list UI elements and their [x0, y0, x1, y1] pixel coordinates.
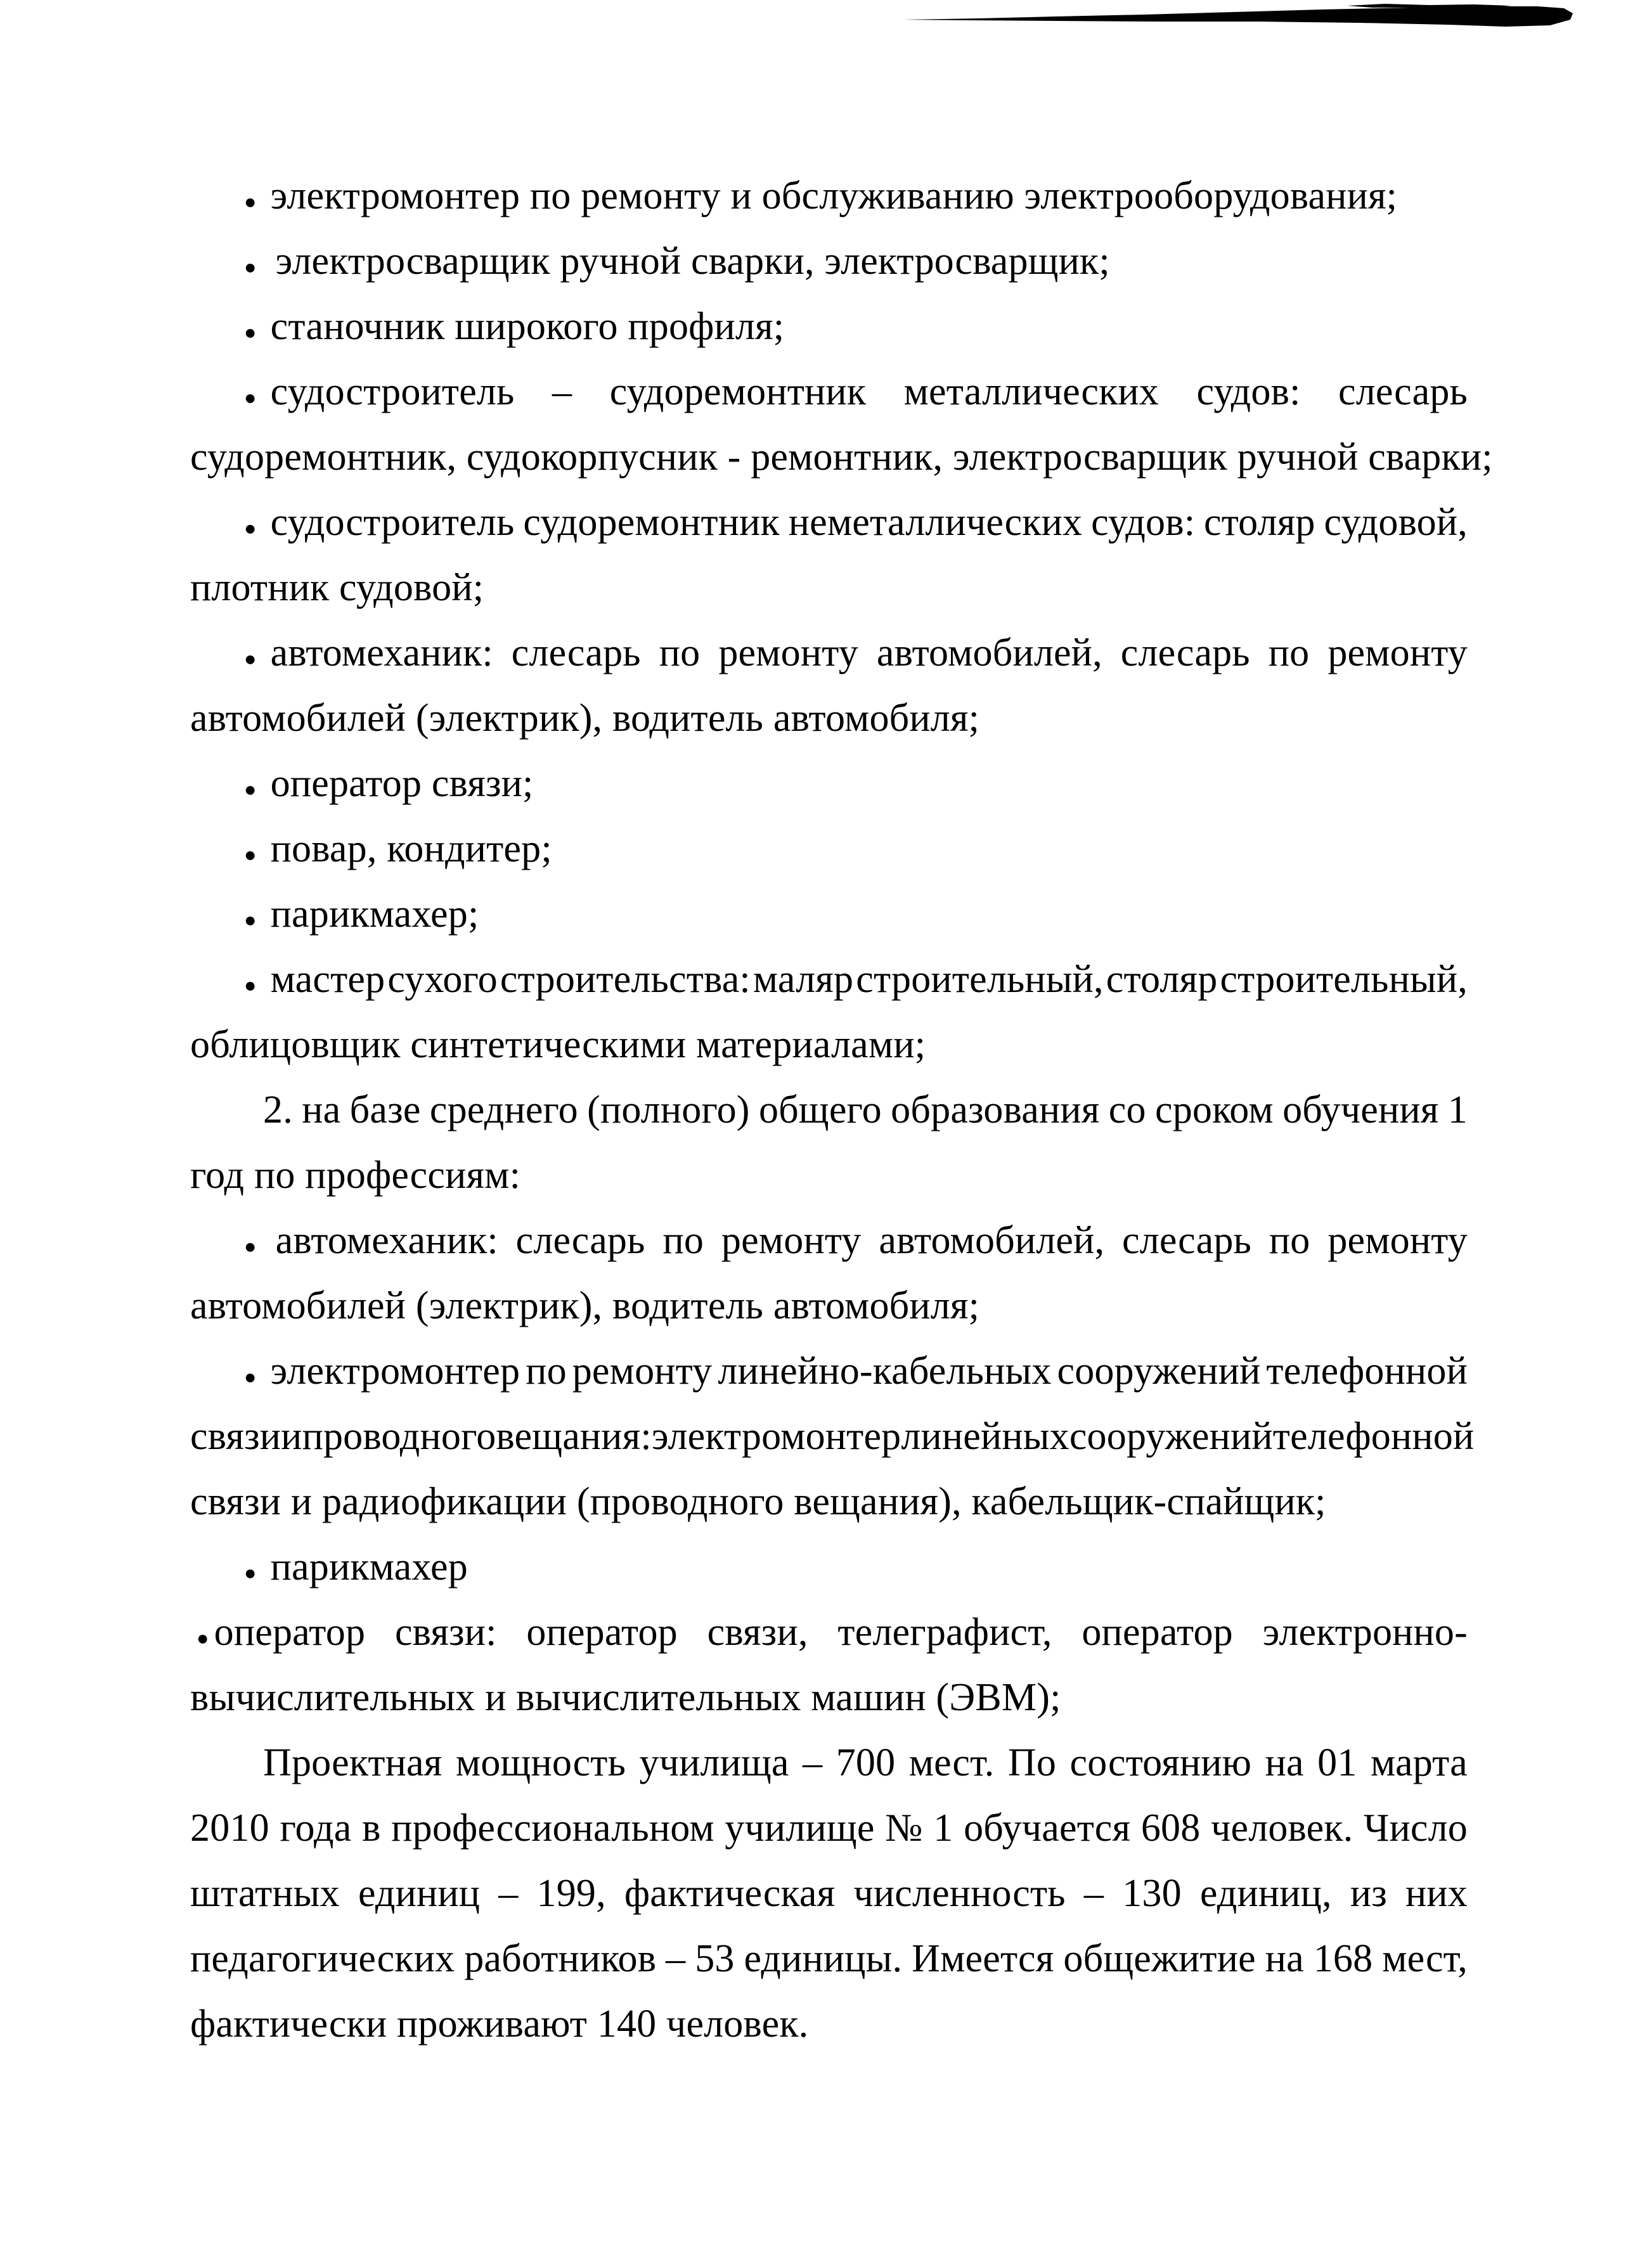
bullet-item: ● оператор связи;	[190, 751, 1468, 816]
bullet-item: ● станочник широкого профиля;	[190, 294, 1468, 359]
bullet-item: ● электромонтер по ремонту линейно-кабельных сооружений телефонной	[190, 1339, 1468, 1404]
text-line: 2. на базе среднего (полного) общего образования со сроком обучения 1	[263, 1088, 1468, 1131]
bullet-item: ● оператор связи: оператор связи, телеграфист, оператор электронно-	[190, 1600, 1468, 1665]
bullet-item: ● электромонтер по ремонту и обслуживанию электрооборудования;	[190, 164, 1468, 229]
bullet-icon: ●	[244, 974, 257, 996]
bullet-item: ● повар, кондитер;	[190, 816, 1468, 882]
bullet-icon: ●	[244, 778, 257, 801]
bullet-icon: ●	[244, 1561, 257, 1584]
text-line: автомобилей (электрик), водитель автомобиля;	[190, 1284, 980, 1327]
bullet-icon: ●	[244, 255, 257, 278]
bullet-icon: ●	[244, 908, 257, 931]
ink-streak-icon	[903, 3, 1575, 32]
bullet-item: ● парикмахер	[190, 1535, 1468, 1600]
text-line: штатных единиц – 199, фактическая численность – 130 единиц, из них	[190, 1872, 1468, 1915]
text-line: связи и радиофикации (проводного вещания), кабельщик-спайщик;	[190, 1480, 1326, 1523]
bullet-icon: ●	[197, 1627, 209, 1649]
text-line: год по профессиям:	[190, 1154, 521, 1197]
bullet-item: ● мастер сухого строительства: маляр строительный, столяр строительный,	[190, 947, 1468, 1012]
bullet-icon: ●	[244, 1365, 257, 1388]
bullet-icon: ●	[244, 190, 257, 213]
document-page	[190, 164, 1493, 2057]
text-line: судоремонтник, судокорпусник - ремонтник, электросварщик ручной сварки;	[190, 435, 1493, 479]
bullet-icon: ●	[244, 843, 257, 866]
bullet-item: ● автомеханик: слесарь по ремонту автомобилей, слесарь по ремонту	[190, 621, 1468, 686]
bullet-item: ● электросварщик ручной сварки, электросварщик;	[190, 229, 1468, 294]
text-line: 2010 года в профессиональном училище № 1 обучается 608 человек. Число	[190, 1807, 1468, 1850]
bullet-icon: ●	[244, 386, 257, 409]
text-line: педагогических работников – 53 единицы. Имеется общежитие на 168 мест,	[190, 1937, 1468, 1980]
text-line: автомобилей (электрик), водитель автомобиля;	[190, 697, 980, 740]
bullet-icon: ●	[244, 517, 257, 539]
text-line: связи и проводного вещания: электромонтер линейных сооружений телефонной	[190, 1415, 1475, 1458]
text-line: Проектная мощность училища – 700 мест. По состоянию на 01 марта	[263, 1741, 1468, 1784]
text-line: облицовщик синтетическими материалами;	[190, 1023, 926, 1066]
text-line: вычислительных и вычислительных машин (ЭВМ);	[190, 1676, 1061, 1719]
bullet-item: ● судостроитель – судоремонтник металлических судов: слесарь	[190, 359, 1468, 425]
bullet-icon: ●	[244, 647, 257, 670]
bullet-item: ● парикмахер;	[190, 882, 1468, 947]
bullet-icon: ●	[244, 321, 257, 344]
text-line: плотник судовой;	[190, 566, 484, 609]
bullet-item: ● автомеханик: слесарь по ремонту автомобилей, слесарь по ремонту	[190, 1208, 1468, 1273]
bullet-icon: ●	[244, 1235, 257, 1258]
text-line: фактически проживают 140 человек.	[190, 2002, 809, 2046]
bullet-item: ● судостроитель судоремонтник неметаллических судов: столяр судовой,	[190, 490, 1468, 555]
